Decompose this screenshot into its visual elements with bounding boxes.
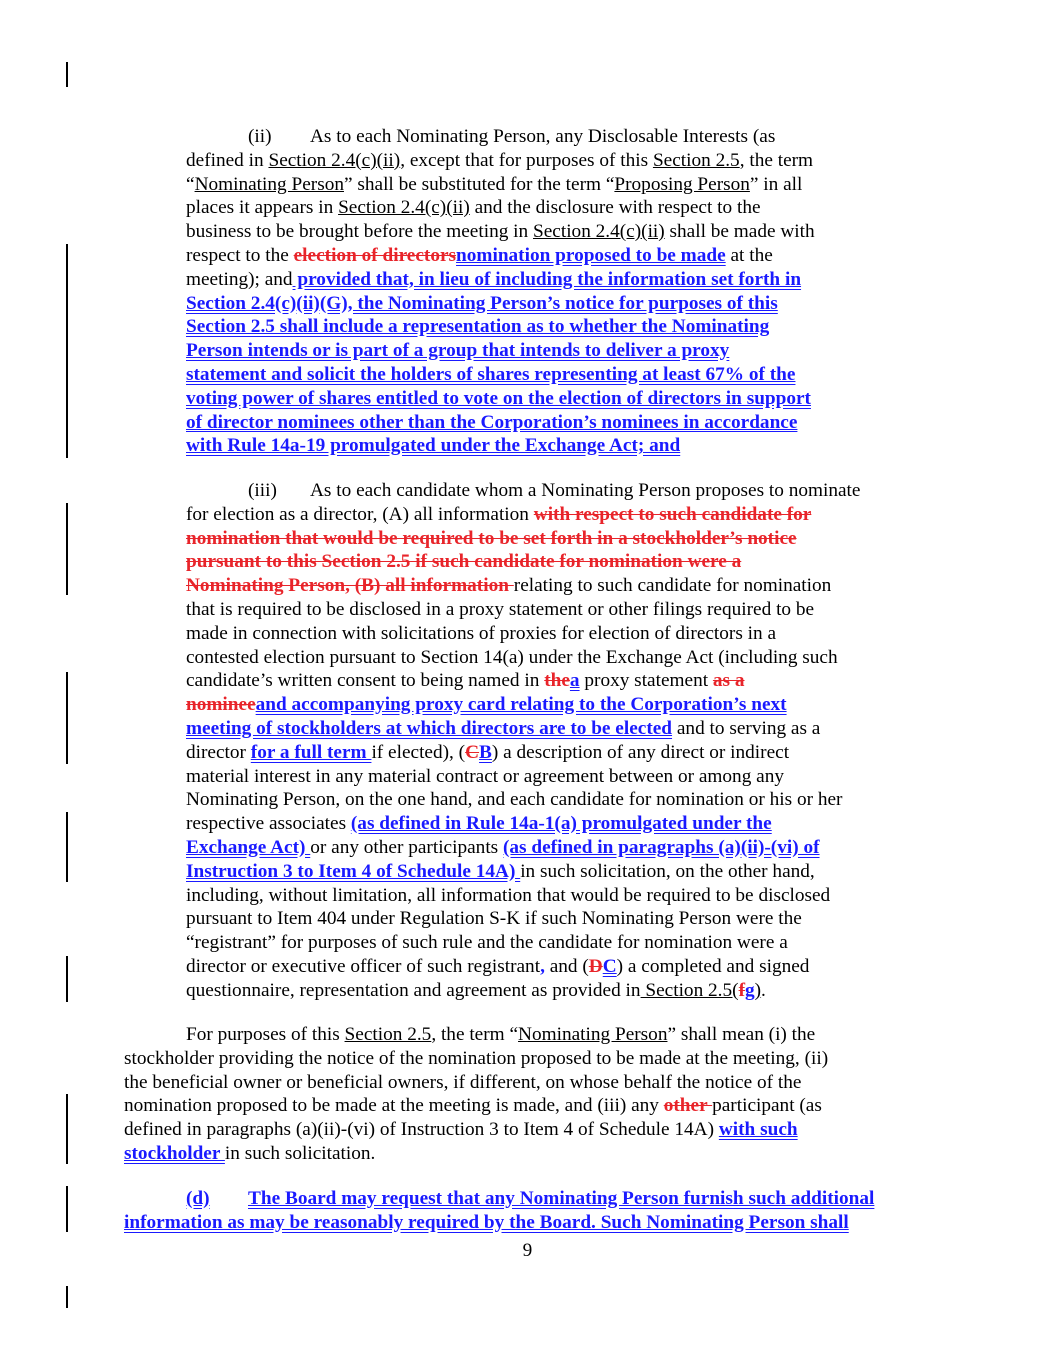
text-line — [186, 669, 860, 693]
text-run: or any other participants — [310, 836, 503, 858]
inserted-text: (as defined in Rule 14a-1(a) promulgated under the — [350, 813, 772, 835]
text-line — [186, 503, 860, 527]
text-run: in such solicitation. — [224, 1142, 376, 1164]
inserted-text: and accompanying proxy card relating to the Corporation’s next — [255, 694, 787, 716]
text-line — [186, 598, 860, 622]
deleted-text: f — [738, 979, 745, 1001]
underlined-reference: Nominating Person — [194, 173, 344, 195]
text-run: For purposes of this — [186, 1024, 345, 1045]
deleted-text: Nominating Person, (B) all information — [186, 575, 514, 597]
text-run: and ( — [544, 955, 589, 977]
text-run: ” shall mean (i) the — [667, 1024, 816, 1045]
text-line — [186, 387, 815, 411]
text-line — [124, 1023, 828, 1047]
text-line — [186, 812, 860, 836]
text-run: for election as a director, (A) all information — [186, 503, 534, 525]
paragraph-label: (iii) — [248, 480, 277, 501]
inserted-text: a — [569, 670, 580, 692]
change-bar — [66, 62, 68, 87]
text-run: made in connection with solicitations of proxies for election of directors in a — [186, 622, 777, 644]
text-run: proxy statement — [579, 670, 713, 692]
underlined-reference: Section 2.5 — [344, 1024, 432, 1045]
deleted-text: the — [544, 670, 570, 692]
paragraph-nominating-person-definition — [124, 1023, 828, 1166]
inserted-text: B — [479, 741, 492, 763]
text-run: defined in — [186, 149, 269, 171]
inserted-text: Section 2.5 shall include a representation as to whether the Nominating — [186, 316, 770, 338]
text-run: defined in paragraphs (a)(ii)-(vi) of Instruction 3 to Item 4 of Schedule 14A) — [124, 1119, 719, 1141]
text-line — [186, 268, 815, 292]
text-line — [186, 125, 815, 149]
text-line — [186, 860, 860, 884]
paragraph-ii — [186, 125, 815, 458]
text-line — [186, 315, 815, 339]
text-run: nomination proposed to be made at the meeting is made, and (iii) any — [124, 1095, 664, 1117]
paragraph-iii — [186, 479, 860, 1003]
deleted-text: C — [465, 741, 480, 763]
text-run: places it appears in — [186, 197, 339, 219]
deleted-text: other — [663, 1095, 713, 1117]
deleted-text: election of directors — [293, 244, 457, 266]
text-run: ” in all — [749, 173, 803, 195]
text-line — [186, 149, 815, 173]
text-run: and to serving as a — [672, 717, 821, 739]
underlined-reference: Proposing Person — [614, 173, 750, 195]
text-line — [186, 907, 860, 931]
underlined-reference: Section 2.4(c)(ii) — [338, 197, 470, 219]
text-run: ) a completed and signed — [616, 955, 810, 977]
change-bar — [66, 244, 68, 458]
text-line — [124, 1187, 874, 1211]
inserted-text: Instruction 3 to Item 4 of Schedule 14A) — [186, 860, 521, 882]
text-line — [186, 979, 860, 1003]
text-run: , the term — [739, 149, 814, 171]
text-run: contested election pursuant to Section 14(a) under the Exchange Act (including such — [186, 646, 838, 668]
change-bar — [66, 1286, 68, 1308]
deleted-text: with respect to such candidate for — [533, 503, 812, 525]
page-number: 9 — [522, 1240, 533, 1261]
text-line — [186, 646, 860, 670]
underlined-reference: Section 2.4(c)(ii) — [268, 149, 401, 171]
change-bar — [66, 503, 68, 595]
text-run: material interest in any material contract or agreement between or among any — [186, 765, 784, 787]
change-bar — [66, 812, 68, 882]
text-run: As to each candidate whom a Nominating Person proposes to nominate — [310, 480, 861, 501]
inserted-text: Section 2.4(c)(ii)(G), the Nominating Person’s notice for purposes of this — [186, 292, 778, 314]
inserted-text: with Rule 14a-19 promulgated under the Exchange Act; and — [186, 435, 681, 457]
text-run: respect to the — [186, 244, 294, 266]
text-line — [186, 693, 860, 717]
text-line — [186, 173, 815, 197]
deleted-text: nomination that would be required to be set forth in a stockholder’s notice — [186, 527, 797, 549]
inserted-text: Person intends or is part of a group that intends to deliver a proxy — [186, 340, 730, 362]
text-run: , the term “ — [431, 1024, 519, 1045]
inserted-text: with such — [718, 1119, 798, 1141]
text-line — [124, 1071, 828, 1095]
text-run: relating to such candidate for nomination — [513, 575, 832, 597]
deleted-text: as a — [712, 670, 745, 692]
text-line — [124, 1142, 828, 1166]
text-line — [186, 550, 860, 574]
text-run: pursuant to Item 404 under Regulation S-K if such Nominating Person were the — [186, 908, 802, 930]
inserted-text: of director nominees other than the Corporation’s nominees in accordance — [186, 411, 798, 433]
text-line — [186, 622, 860, 646]
text-line — [186, 363, 815, 387]
paragraph-label: (d) — [186, 1188, 210, 1209]
text-run: the beneficial owner or beneficial owners, if different, on whose behalf the notice of the — [124, 1071, 802, 1093]
text-line — [186, 788, 860, 812]
text-line — [186, 836, 860, 860]
underlined-reference: ) — [754, 979, 762, 1001]
text-run: candidate’s written consent to being named in — [186, 670, 545, 692]
text-line — [124, 1047, 828, 1071]
text-run: stockholder providing the notice of the nomination proposed to be made at the meeting, (ii) — [124, 1047, 829, 1069]
text-line — [186, 220, 815, 244]
inserted-text: The Board may request that any Nominating Person furnish such additional — [248, 1188, 875, 1209]
inserted-text: (as defined in paragraphs (a)(ii)-(vi) of — [503, 836, 820, 858]
inserted-text: Exchange Act) — [186, 836, 311, 858]
inserted-text: C — [602, 955, 617, 977]
text-run: As to each Nominating Person, any Disclosable Interests (as — [310, 126, 776, 147]
text-line — [186, 244, 815, 268]
paragraph-label: (ii) — [248, 126, 272, 147]
text-run: if elected), ( — [371, 741, 466, 763]
inserted-text: meeting of stockholders at which directors are to be elected — [186, 717, 673, 739]
text-line — [186, 527, 860, 551]
underlined-reference: Nominating Person — [518, 1024, 668, 1045]
paragraph-d — [124, 1187, 874, 1235]
inserted-text: , — [540, 955, 545, 977]
deleted-text: if such candidate for nomination were a — [410, 551, 742, 573]
underlined-reference: Section 2.4(c)(ii) — [533, 221, 665, 243]
change-bar — [66, 672, 68, 764]
text-run: questionnaire, representation and agreement as provided in — [186, 979, 641, 1001]
text-run: meeting); and — [186, 268, 293, 290]
inserted-text: stockholder — [124, 1142, 225, 1164]
text-line — [124, 1211, 874, 1235]
deleted-text: D — [588, 955, 603, 977]
inserted-text: g — [744, 979, 755, 1001]
text-run: ” shall be substituted for the term “ — [343, 173, 615, 195]
underlined-reference: Section 2.5( — [640, 979, 739, 1001]
text-line — [186, 717, 860, 741]
text-run: . — [761, 979, 766, 1001]
inserted-text: for a full term — [250, 741, 372, 763]
text-run: including, without limitation, all information that would be required to be disclosed — [186, 884, 831, 906]
text-line — [186, 765, 860, 789]
inserted-text: voting power of shares entitled to vote on the election of directors in support — [186, 387, 811, 409]
text-run: director — [186, 741, 251, 763]
inserted-text: provided that, in lieu of including the information set forth in — [292, 268, 802, 290]
change-bar — [66, 1094, 68, 1164]
text-run: business to be brought before the meeting in — [186, 221, 533, 243]
inserted-text: statement and solicit the holders of shares representing at least 67% of the — [186, 363, 796, 385]
text-run: at the — [725, 244, 773, 266]
text-run: in such solicitation, on the other hand, — [520, 860, 815, 882]
text-run: , except that for purposes of this — [400, 149, 653, 171]
text-line — [186, 292, 815, 316]
text-line — [186, 931, 860, 955]
change-bar — [66, 1186, 68, 1232]
text-line — [186, 574, 860, 598]
text-line — [186, 741, 860, 765]
text-line — [124, 1118, 828, 1142]
underlined-reference: Section 2.5 — [652, 149, 740, 171]
text-run: and the disclosure with respect to the — [469, 197, 761, 219]
deleted-text: Section 2.5 — [321, 551, 411, 573]
deleted-text: pursuant to this — [186, 551, 322, 573]
text-line — [186, 955, 860, 979]
text-run: “ — [186, 173, 195, 195]
text-run: that is required to be disclosed in a proxy statement or other filings required to be — [186, 598, 815, 620]
inserted-text: nomination proposed to be made — [456, 244, 726, 266]
text-run: Nominating Person, on the one hand, and each candidate for nomination or his or her — [186, 789, 843, 811]
text-line — [186, 884, 860, 908]
deleted-text: nominee — [186, 694, 256, 716]
text-line — [186, 434, 815, 458]
text-run: director or executive officer of such registrant — [186, 955, 541, 977]
text-line — [186, 479, 860, 503]
text-line — [186, 196, 815, 220]
inserted-text: information as may be reasonably required by the Board. Such Nominating Person shall — [124, 1211, 849, 1233]
text-line — [186, 339, 815, 363]
text-line — [186, 411, 815, 435]
text-run: ) a description of any direct or indirect — [491, 741, 790, 763]
text-run: shall be made with — [664, 221, 815, 243]
text-line — [124, 1094, 828, 1118]
text-run: participant (as — [712, 1095, 822, 1117]
text-run: “registrant” for purposes of such rule and the candidate for nomination were a — [186, 932, 788, 954]
text-run: respective associates — [186, 813, 351, 835]
change-bar — [66, 956, 68, 1002]
